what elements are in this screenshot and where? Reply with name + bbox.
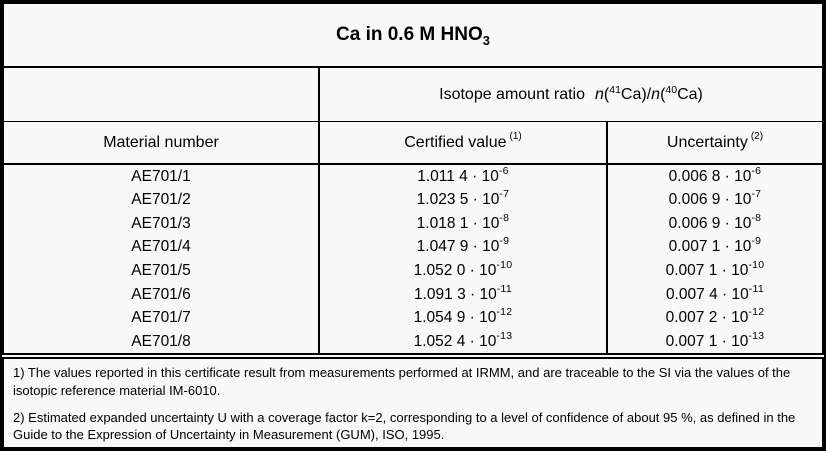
footnotes-box bbox=[2, 357, 824, 449]
material-number-cell: AE701/1 bbox=[4, 165, 320, 189]
uncertainty-cell: 0.007 1 · 10 -10 bbox=[665, 258, 765, 279]
material-number-cell: AE701/2 bbox=[4, 189, 320, 213]
table-row bbox=[4, 189, 822, 213]
table-row bbox=[4, 283, 822, 307]
uncertainty-header: Uncertainty (2) bbox=[666, 131, 764, 151]
material-number-cell: AE701/6 bbox=[4, 283, 320, 307]
table-row bbox=[4, 165, 822, 189]
certified-value-cell: 1.023 5 · 10 -7 bbox=[320, 189, 608, 213]
empty-cell bbox=[4, 68, 320, 121]
certified-value-cell: 1.091 3 · 10 -11 bbox=[320, 283, 608, 307]
table-row bbox=[4, 259, 822, 283]
uncertainty-cell: 0.007 1 · 10 -9 bbox=[668, 235, 762, 256]
uncertainty-cell: 0.007 4 · 10 -11 bbox=[665, 282, 765, 303]
ratio-label: Isotope amount ratio bbox=[439, 85, 585, 103]
material-number-cell: AE701/5 bbox=[4, 259, 320, 283]
certified-value-cell: 1.011 4 · 10 -6 bbox=[320, 165, 608, 189]
certified-value-header: Certified value (1) bbox=[320, 122, 608, 163]
isotope-ratio-header bbox=[320, 68, 822, 121]
certified-value-cell: 1.018 1 · 10 -8 bbox=[320, 212, 608, 236]
certified-value-cell: 1.052 0 · 10 -10 bbox=[320, 259, 608, 283]
certified-value-cell: 1.054 9 · 10 -12 bbox=[320, 306, 608, 330]
footnote-ref-2: (2) bbox=[750, 131, 764, 142]
material-number-header: Material number bbox=[4, 122, 320, 163]
certified-value-cell: 1.047 9 · 10 -9 bbox=[320, 236, 608, 260]
material-number-cell: AE701/3 bbox=[4, 212, 320, 236]
table-title bbox=[4, 4, 822, 68]
table-row bbox=[4, 212, 822, 236]
table-row bbox=[4, 236, 822, 260]
table-row bbox=[4, 330, 822, 354]
material-number-cell: AE701/7 bbox=[4, 306, 320, 330]
uncertainty-cell: 0.007 1 · 10 -13 bbox=[665, 329, 765, 350]
ratio-header-row bbox=[4, 68, 822, 122]
ratio-formula: n($^{41}$Ca)/n($^{40}$Ca) bbox=[595, 83, 703, 103]
uncertainty-cell: 0.006 9 · 10 -7 bbox=[668, 188, 762, 209]
footnote-2: 2) Estimated expanded uncertainty U with a coverage factor k=2, corresponding to a level of confidence of about 95 %, as defined in the Guide to the Expression of Uncertainty in Measurement (GUM), ISO, 1995. bbox=[13, 409, 796, 442]
material-number-cell: AE701/4 bbox=[4, 236, 320, 260]
title-subscript: 3 bbox=[482, 32, 490, 48]
certified-value-cell: 1.052 4 · 10 -13 bbox=[320, 330, 608, 354]
uncertainty-cell: 0.006 9 · 10 -8 bbox=[668, 211, 762, 232]
footnote-1: 1) The values reported in this certificate result from measurements performed at IRMM, and are traceable to the SI via the values of the isotopic reference material IM-6010. bbox=[13, 365, 791, 398]
certificate-table bbox=[2, 2, 824, 355]
title-text: Ca in 0.6 M $HNO_3$ bbox=[336, 24, 490, 48]
uncertainty-cell: 0.007 2 · 10 -12 bbox=[665, 306, 765, 327]
column-header-row bbox=[4, 122, 822, 165]
footnote-ref-1: (1) bbox=[509, 131, 522, 142]
material-number-cell: AE701/8 bbox=[4, 330, 320, 354]
table-row bbox=[4, 306, 822, 330]
uncertainty-cell: 0.006 8 · 10 -6 bbox=[668, 164, 762, 185]
data-rows bbox=[4, 165, 822, 353]
